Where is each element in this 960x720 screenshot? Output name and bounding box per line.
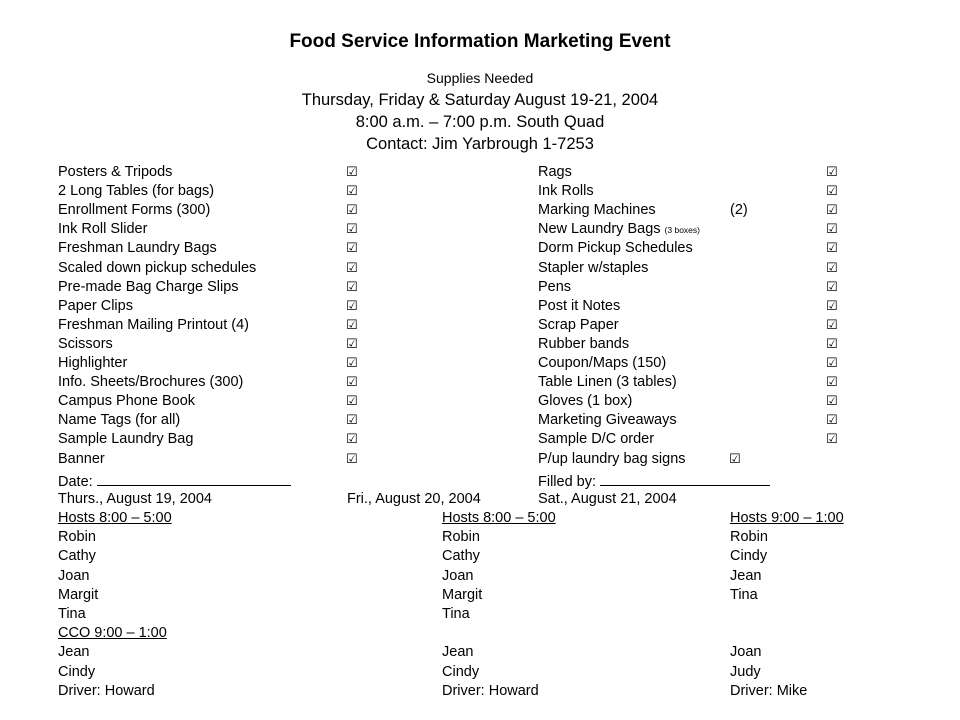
supply-item-right xyxy=(538,239,693,257)
host-name: Jean xyxy=(730,567,762,584)
supply-item-label: Dorm Pickup Schedules xyxy=(538,240,693,257)
cco-name: Judy xyxy=(730,663,761,680)
event-time-location: 8:00 a.m. – 7:00 p.m. South Quad xyxy=(355,113,605,131)
day-header-saturday: Sat., August 21, 2004 xyxy=(538,491,677,507)
checkbox-icon[interactable]: ☑ xyxy=(826,393,838,409)
event-dates: Thursday, Friday & Saturday August 19-21, 2004 xyxy=(301,91,659,109)
supply-item-label: Coupon/Maps (150) xyxy=(538,355,667,371)
cco-header: CCO 9:00 – 1:00 xyxy=(58,625,167,642)
supply-item-right xyxy=(538,354,666,372)
checkbox-icon[interactable]: ☑ xyxy=(346,393,358,409)
supply-item-left: Info. Sheets/Brochures (300) xyxy=(58,374,244,391)
supply-item-right xyxy=(538,430,654,448)
host-name: Margit xyxy=(58,586,99,603)
page-title: Food Service Information Marketing Event xyxy=(289,31,671,52)
checkbox-icon[interactable]: ☑ xyxy=(346,297,358,313)
host-name: Tina xyxy=(730,586,758,603)
filled-by-field xyxy=(538,471,770,491)
checkbox-icon[interactable]: ☑ xyxy=(826,431,838,447)
checkbox-icon[interactable]: ☑ xyxy=(346,355,358,370)
checkbox-icon[interactable]: ☑ xyxy=(346,278,358,294)
supply-item-right xyxy=(538,450,686,468)
supply-item-left: Campus Phone Book xyxy=(58,393,196,410)
supply-item-left: Banner xyxy=(58,450,105,467)
subtitle: Supplies Needed xyxy=(426,70,534,86)
hosts-header: Hosts 8:00 – 5:00 xyxy=(442,510,556,526)
hosts-header: Hosts 9:00 – 1:00 xyxy=(730,510,844,526)
supply-item-left: Ink Roll Slider xyxy=(58,221,148,238)
supply-item-left: Scaled down pickup schedules xyxy=(58,259,257,276)
supply-item-label: Marking Machines xyxy=(538,202,656,219)
checkbox-icon[interactable]: ☑ xyxy=(346,412,358,428)
cco-name: Jean xyxy=(58,644,90,661)
checkbox-icon[interactable]: ☑ xyxy=(826,335,838,351)
supply-item-left: Highlighter xyxy=(58,355,128,371)
supply-item-right xyxy=(538,316,619,334)
checkbox-icon[interactable]: ☑ xyxy=(826,164,838,179)
checkbox-icon[interactable]: ☑ xyxy=(826,259,838,275)
cco-name: Jean xyxy=(442,644,474,661)
supply-item-label: Gloves (1 box) xyxy=(538,393,633,410)
supply-item-left: Enrollment Forms (300) xyxy=(58,202,211,219)
host-name: Joan xyxy=(442,567,474,584)
checkbox-icon[interactable]: ☑ xyxy=(346,316,358,332)
checkbox-icon[interactable]: ☑ xyxy=(346,221,358,237)
host-name: Robin xyxy=(58,529,96,546)
supply-item-right xyxy=(538,297,620,315)
supply-item-left: 2 Long Tables (for bags) xyxy=(58,183,215,200)
checkbox-icon[interactable]: ☑ xyxy=(346,164,358,179)
day-header-friday: Fri., August 20, 2004 xyxy=(347,491,481,507)
filled-by-blank[interactable] xyxy=(600,471,770,486)
supply-item-label: Table Linen (3 tables) xyxy=(538,374,677,391)
driver-name: Driver: Mike xyxy=(730,682,808,699)
checkbox-icon[interactable]: ☑ xyxy=(826,278,838,294)
host-name: Tina xyxy=(442,606,470,622)
supply-item-label: Scrap Paper xyxy=(538,316,619,333)
supply-item-label: Post it Notes xyxy=(538,297,621,314)
supply-item-right xyxy=(538,182,594,200)
supply-item-label: Sample D/C order xyxy=(538,431,655,448)
checkbox-icon[interactable]: ☑ xyxy=(826,355,838,370)
host-name: Cindy xyxy=(730,548,768,565)
supply-item-left: Freshman Mailing Printout (4) xyxy=(58,316,249,333)
checkbox-icon[interactable]: ☑ xyxy=(826,316,838,332)
host-name: Robin xyxy=(730,529,768,546)
checkbox-icon[interactable]: ☑ xyxy=(729,450,741,466)
supply-item-label: Pens xyxy=(538,278,572,295)
date-label: Date: xyxy=(58,474,93,490)
host-name: Cathy xyxy=(442,548,480,565)
checkbox-icon[interactable]: ☑ xyxy=(346,259,358,275)
driver-name: Driver: Howard xyxy=(442,682,539,699)
event-contact: Contact: Jim Yarbrough 1-7253 xyxy=(366,135,594,153)
checkbox-icon[interactable]: ☑ xyxy=(826,221,838,237)
host-name: Tina xyxy=(58,606,86,622)
cco-name: Joan xyxy=(730,644,762,661)
filled-by-label: Filled by: xyxy=(538,474,597,490)
supply-item-left: Sample Laundry Bag xyxy=(58,431,194,448)
supply-item-right xyxy=(538,335,629,353)
supply-item-right xyxy=(538,259,648,277)
supply-item-label: Rubber bands xyxy=(538,335,630,352)
checkbox-icon[interactable]: ☑ xyxy=(346,183,358,199)
supply-item-label: Marketing Giveaways xyxy=(538,412,677,429)
day-header-thursday: Thurs., August 19, 2004 xyxy=(58,491,212,507)
supply-item-left: Name Tags (for all) xyxy=(58,412,181,429)
checkbox-icon[interactable]: ☑ xyxy=(346,450,358,466)
supply-item-note: (3 boxes) xyxy=(664,225,700,236)
checkbox-icon[interactable]: ☑ xyxy=(346,335,358,351)
supply-item-left: Posters & Tripods xyxy=(58,164,173,180)
supply-item-left: Scissors xyxy=(58,335,113,352)
checkbox-icon[interactable]: ☑ xyxy=(826,412,838,428)
checkbox-icon[interactable]: ☑ xyxy=(826,297,838,313)
supply-item-right xyxy=(538,163,572,181)
host-name: Cathy xyxy=(58,548,96,565)
driver-name: Driver: Howard xyxy=(58,682,155,699)
host-name: Joan xyxy=(58,567,90,584)
supply-item-left: Pre-made Bag Charge Slips xyxy=(58,278,239,295)
supply-item-right xyxy=(538,220,700,239)
host-name: Robin xyxy=(442,529,480,546)
checkbox-icon[interactable]: ☑ xyxy=(826,183,838,199)
checkbox-icon[interactable]: ☑ xyxy=(346,374,358,390)
supply-item-right xyxy=(538,373,677,391)
checkbox-icon[interactable]: ☑ xyxy=(346,240,358,256)
checkbox-icon[interactable]: ☑ xyxy=(346,202,358,218)
supply-item-label: Stapler w/staples xyxy=(538,259,649,276)
checkbox-icon[interactable]: ☑ xyxy=(826,240,838,256)
supply-item-left: Freshman Laundry Bags xyxy=(58,240,217,257)
host-name: Margit xyxy=(442,586,483,603)
hosts-header: Hosts 8:00 – 5:00 xyxy=(58,510,172,526)
cco-name: Cindy xyxy=(442,663,480,680)
date-field xyxy=(58,471,291,491)
supply-item-label: Rags xyxy=(538,164,572,180)
checkbox-icon[interactable]: ☑ xyxy=(826,202,838,218)
supply-item-left: Paper Clips xyxy=(58,297,133,314)
supply-item-right xyxy=(538,201,748,219)
supply-item-label: P/up laundry bag signs xyxy=(538,450,686,467)
checkbox-icon[interactable]: ☑ xyxy=(826,374,838,390)
supply-item-right xyxy=(538,392,632,410)
supply-item-label: Ink Rolls xyxy=(538,183,594,200)
supply-item-right xyxy=(538,411,677,429)
cco-name: Cindy xyxy=(58,663,96,680)
date-blank[interactable] xyxy=(97,471,291,486)
supply-item-right xyxy=(538,278,571,296)
checkbox-icon[interactable]: ☑ xyxy=(346,431,358,447)
supply-item-quantity: (2) xyxy=(730,202,748,219)
supply-item-label: New Laundry Bags xyxy=(538,221,661,238)
